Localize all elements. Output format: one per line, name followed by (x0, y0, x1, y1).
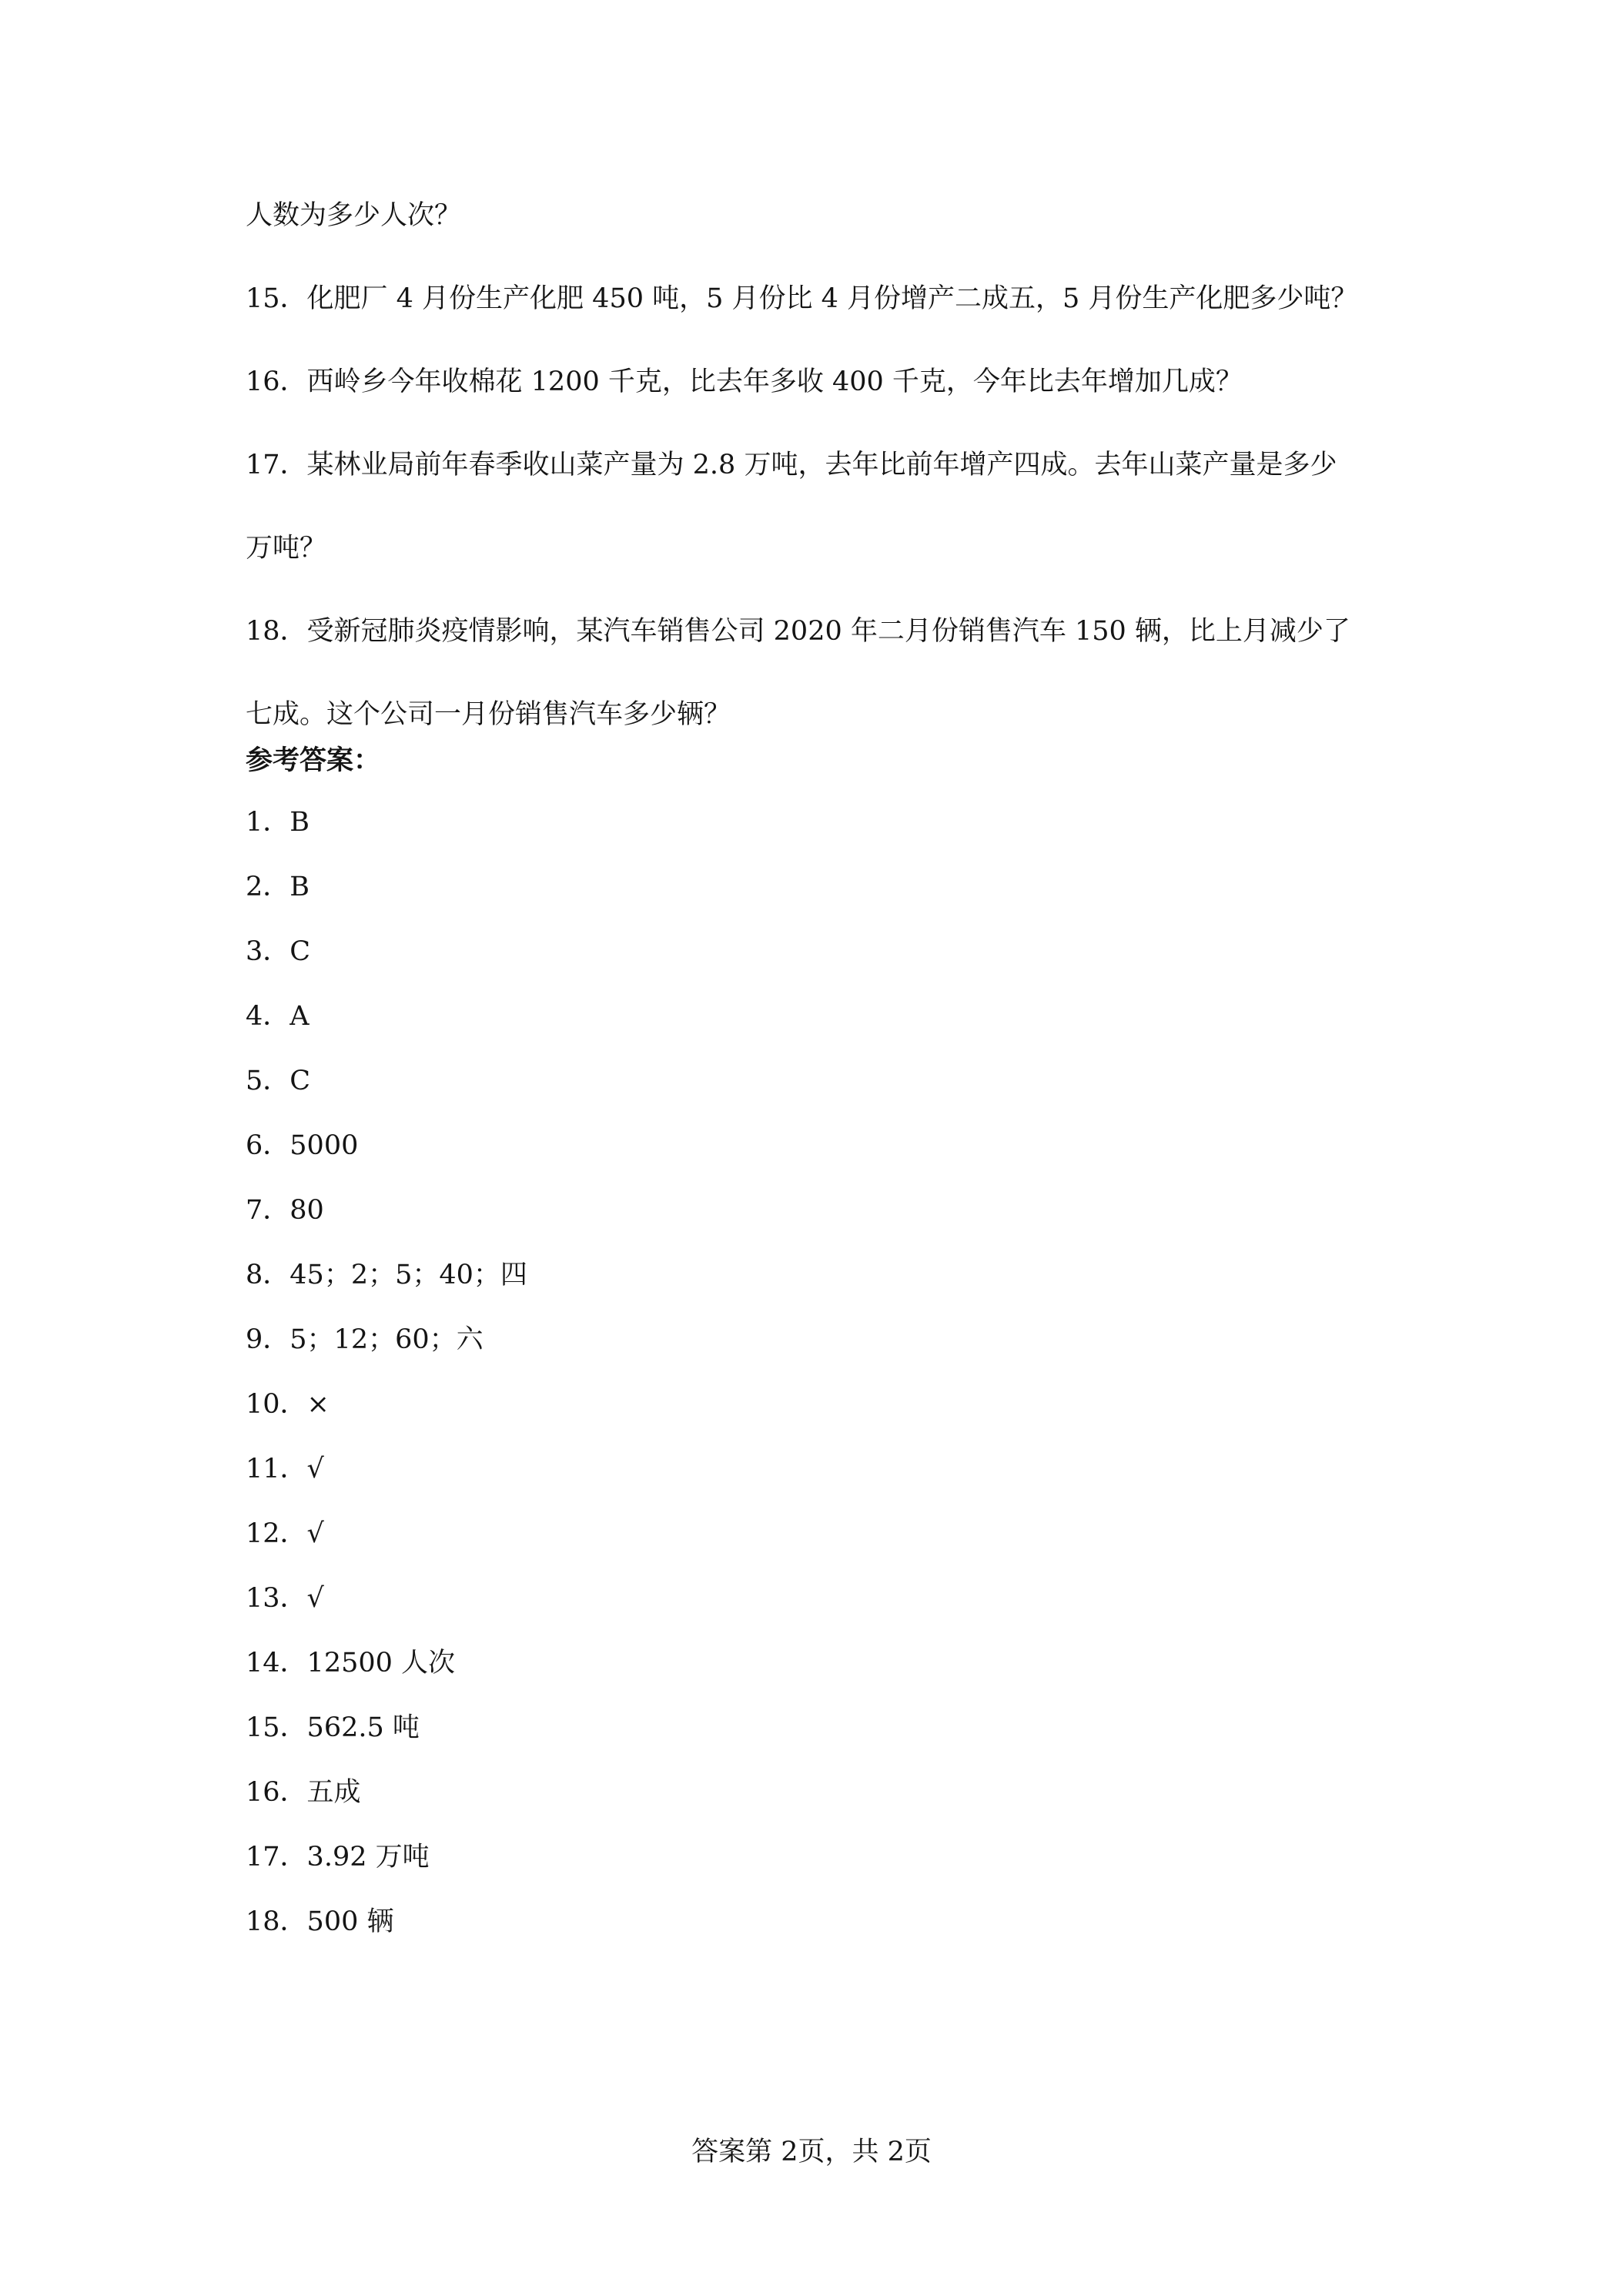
answer-number: 9． (246, 1324, 290, 1355)
question-line: 七成。这个公司一月份销售汽车多少辆？ (246, 699, 731, 730)
answer-item (246, 938, 1385, 966)
answer-text: 45；2；5；40；四 (289, 1260, 527, 1290)
answer-text: 12500 人次 (306, 1648, 456, 1678)
answer-item (246, 1132, 1385, 1160)
question-line: 18．受新冠肺炎疫情影响，某汽车销售公司 2020 年二月份销售汽车 150 辆，比上月减少了 (246, 616, 1350, 647)
question-line: 17．某林业局前年春季收山菜产量为 2.8 万吨，去年比前年增产四成。去年山菜产量是多少 (246, 450, 1337, 480)
answer-text: A (289, 1001, 310, 1032)
page-content (246, 202, 1385, 1936)
answer-text: B (289, 807, 310, 838)
answer-item (246, 808, 1385, 836)
answer-text: 5；12；60；六 (289, 1324, 484, 1355)
answer-number: 17． (246, 1842, 307, 1873)
answer-number: 10． (246, 1389, 307, 1420)
answer-text: × (306, 1389, 330, 1420)
page-footer: 答案第 2页，共 2页 (691, 2137, 932, 2167)
answer-text: 3.92 万吨 (306, 1842, 430, 1873)
answer-item (246, 1908, 1385, 1936)
answer-text: 562.5 吨 (306, 1712, 420, 1743)
answer-item (246, 1067, 1385, 1095)
answer-item (246, 1649, 1385, 1677)
question-line: 15．化肥厂 4 月份生产化肥 450 吨，5 月份比 4 月份增产二成五，5 月份生产化肥多少吨？ (246, 283, 1358, 314)
answer-number: 13． (246, 1583, 307, 1614)
answer-item (246, 1779, 1385, 1806)
answer-text: √ (306, 1583, 324, 1614)
answer-number: 6． (246, 1130, 290, 1161)
answer-text: √ (306, 1454, 324, 1484)
answer-text: 500 辆 (306, 1906, 394, 1937)
answer-item (246, 1326, 1385, 1354)
answer-item (246, 1585, 1385, 1612)
answer-item (246, 1391, 1385, 1418)
answer-number: 11． (246, 1454, 307, 1484)
answer-text: 五成 (306, 1777, 361, 1808)
answer-number: 5． (246, 1066, 290, 1096)
answers-heading: 参考答案： (246, 745, 381, 776)
answer-number: 15． (246, 1712, 307, 1743)
answer-text: √ (306, 1518, 324, 1549)
answer-number: 8． (246, 1260, 290, 1290)
answer-item (246, 1455, 1385, 1483)
answer-text: 80 (289, 1195, 324, 1226)
answer-text: B (289, 872, 310, 902)
answer-item (246, 1197, 1385, 1224)
answer-text: 5000 (289, 1130, 359, 1161)
answer-number: 3． (246, 936, 290, 967)
answer-item (246, 1714, 1385, 1742)
answer-number: 18． (246, 1906, 307, 1937)
answer-number: 4． (246, 1001, 290, 1032)
answer-item (246, 1261, 1385, 1289)
answer-item (246, 1843, 1385, 1871)
question-block (246, 202, 1385, 728)
answer-item (246, 873, 1385, 901)
answer-item (246, 1520, 1385, 1548)
answer-list (246, 808, 1385, 1936)
answer-item (246, 1002, 1385, 1030)
question-line: 人数为多少人次？ (246, 200, 462, 231)
answer-number: 2． (246, 872, 290, 902)
answer-number: 7． (246, 1195, 290, 1226)
answer-text: C (289, 936, 311, 967)
question-line: 万吨？ (246, 533, 327, 564)
answer-text: C (289, 1066, 311, 1096)
question-line: 16．西岭乡今年收棉花 1200 千克，比去年多收 400 千克，今年比去年增加几成？ (246, 366, 1243, 397)
answer-number: 1． (246, 807, 290, 838)
answer-number: 12． (246, 1518, 307, 1549)
answer-number: 14． (246, 1648, 307, 1678)
answer-number: 16． (246, 1777, 307, 1808)
